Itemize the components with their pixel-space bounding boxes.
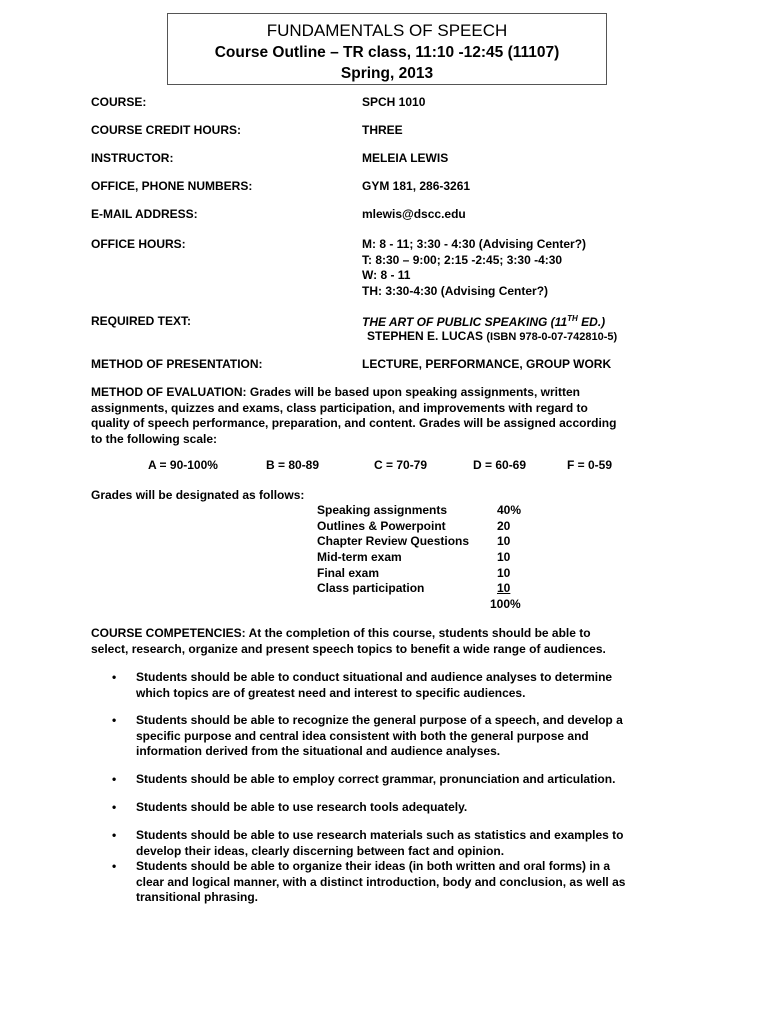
method-value: LECTURE, PERFORMANCE, GROUP WORK bbox=[362, 357, 612, 371]
bullet-icon: • bbox=[112, 859, 117, 873]
competencies-line: select, research, organize and present speech topics to benefit a wide range of audiences. bbox=[91, 641, 606, 656]
hours-label: OFFICE HOURS: bbox=[91, 237, 186, 251]
grade-c: C = 70-79 bbox=[374, 458, 428, 472]
bullet-line: information derived from the situational and audience analyses. bbox=[136, 744, 501, 758]
evaluation-line: to the following scale: bbox=[91, 431, 218, 446]
bullet-icon: • bbox=[112, 713, 117, 727]
textbook-edition-sup: TH bbox=[567, 314, 578, 323]
textbook-author: STEPHEN E. LUCAS bbox=[367, 329, 484, 343]
distribution-pct: 40% bbox=[497, 503, 522, 517]
bullet-icon: • bbox=[112, 772, 117, 786]
distribution-name: Speaking assignments bbox=[317, 503, 448, 517]
office-label: OFFICE, PHONE NUMBERS: bbox=[91, 179, 253, 193]
page-title: FUNDAMENTALS OF SPEECH bbox=[266, 21, 508, 40]
course-subtitle: Course Outline – TR class, 11:10 -12:45 (11107) bbox=[214, 44, 560, 61]
distribution-pct: 10 bbox=[497, 581, 511, 596]
text-label: REQUIRED TEXT: bbox=[91, 314, 192, 328]
competencies-paragraph bbox=[91, 626, 691, 657]
textbook-title-end: ED.) bbox=[577, 315, 606, 329]
bullet-line: specific purpose and central idea consistent with both the general purpose and bbox=[136, 728, 589, 743]
distribution-name: Class participation bbox=[317, 581, 425, 596]
bullet-icon: • bbox=[112, 800, 117, 814]
hours-line: W: 8 - 11 bbox=[362, 268, 411, 282]
title-box bbox=[167, 13, 607, 85]
bullet-icon: • bbox=[112, 670, 117, 684]
course-label: COURSE: bbox=[91, 95, 147, 109]
distribution-name: Mid-term exam bbox=[317, 550, 402, 565]
credit-value: THREE bbox=[362, 123, 403, 137]
grade-d: D = 60-69 bbox=[473, 458, 527, 472]
credit-label: COURSE CREDIT HOURS: bbox=[91, 123, 242, 137]
bullet-line: clear and logical manner, with a distinct introduction, body and conclusion, as well as bbox=[136, 874, 626, 889]
distribution-name: Chapter Review Questions bbox=[317, 534, 470, 549]
grade-b: B = 80-89 bbox=[266, 458, 320, 472]
instructor-label: INSTRUCTOR: bbox=[91, 151, 174, 165]
distribution-total: 100% bbox=[490, 597, 521, 611]
bullet-icon: • bbox=[112, 828, 117, 842]
office-value: GYM 181, 286-3261 bbox=[362, 179, 471, 193]
hours-line: M: 8 - 11; 3:30 - 4:30 (Advising Center?) bbox=[362, 237, 587, 251]
evaluation-line: METHOD OF EVALUATION: Grades will be based upon speaking assignments, written bbox=[91, 385, 580, 399]
instructor-value: MELEIA LEWIS bbox=[362, 151, 449, 165]
bullet-line: Students should be able to use research tools adequately. bbox=[136, 800, 468, 814]
textbook-author-line bbox=[367, 329, 617, 346]
email-label: E-MAIL ADDRESS: bbox=[91, 207, 198, 221]
distribution-pct: 10 bbox=[497, 534, 511, 549]
bullet-line: Students should be able to organize their ideas (in both written and oral forms) in a bbox=[136, 859, 611, 873]
competencies-line: COURSE COMPETENCIES: At the completion of this course, students should be able to bbox=[91, 626, 591, 640]
textbook-title bbox=[362, 311, 605, 331]
bullet-line: transitional phrasing. bbox=[136, 890, 259, 904]
bullet-line: Students should be able to recognize the general purpose of a speech, and develop a bbox=[136, 713, 623, 727]
distribution-name: Outlines & Powerpoint bbox=[317, 518, 446, 533]
distribution-pct: 20 bbox=[497, 518, 511, 533]
evaluation-line: assignments, quizzes and exams, class participation, and improvements with regard to bbox=[91, 400, 588, 415]
hours-line: TH: 3:30-4:30 (Advising Center?) bbox=[362, 284, 549, 298]
bullet-line: Students should be able to use research materials such as statistics and examples to bbox=[136, 828, 624, 842]
bullet-line: Students should be able to employ correct grammar, pronunciation and articulation. bbox=[136, 772, 616, 786]
evaluation-line: quality of speech performance, preparation, and content. Grades will be assigned according bbox=[91, 416, 617, 430]
email-value[interactable]: mlewis@dscc.edu bbox=[362, 207, 466, 221]
textbook-title-main: THE ART OF PUBLIC SPEAKING (11 bbox=[362, 315, 568, 329]
hours-line: T: 8:30 – 9:00; 2:15 -2:45; 3:30 -4:30 bbox=[362, 253, 563, 267]
designated-heading: Grades will be designated as follows: bbox=[91, 488, 305, 502]
distribution-pct: 10 bbox=[497, 565, 511, 580]
bullet-line: develop their ideas, clearly discerning between fact and opinion. bbox=[136, 843, 505, 858]
distribution-name: Final exam bbox=[317, 565, 380, 580]
grade-a: A = 90-100% bbox=[148, 458, 218, 472]
grade-f: F = 0-59 bbox=[567, 458, 613, 472]
method-label: METHOD OF PRESENTATION: bbox=[91, 357, 263, 371]
textbook-isbn: (ISBN 978-0-07-742810-5) bbox=[486, 331, 618, 343]
distribution-pct: 10 bbox=[497, 550, 511, 565]
bullet-line: which topics are of greatest need and interest to specific audiences. bbox=[136, 685, 526, 700]
bullet-line: Students should be able to conduct situational and audience analyses to determine bbox=[136, 670, 613, 684]
course-value: SPCH 1010 bbox=[362, 95, 426, 109]
evaluation-paragraph bbox=[91, 385, 691, 447]
term: Spring, 2013 bbox=[340, 65, 434, 82]
grade-scale bbox=[0, 458, 770, 474]
